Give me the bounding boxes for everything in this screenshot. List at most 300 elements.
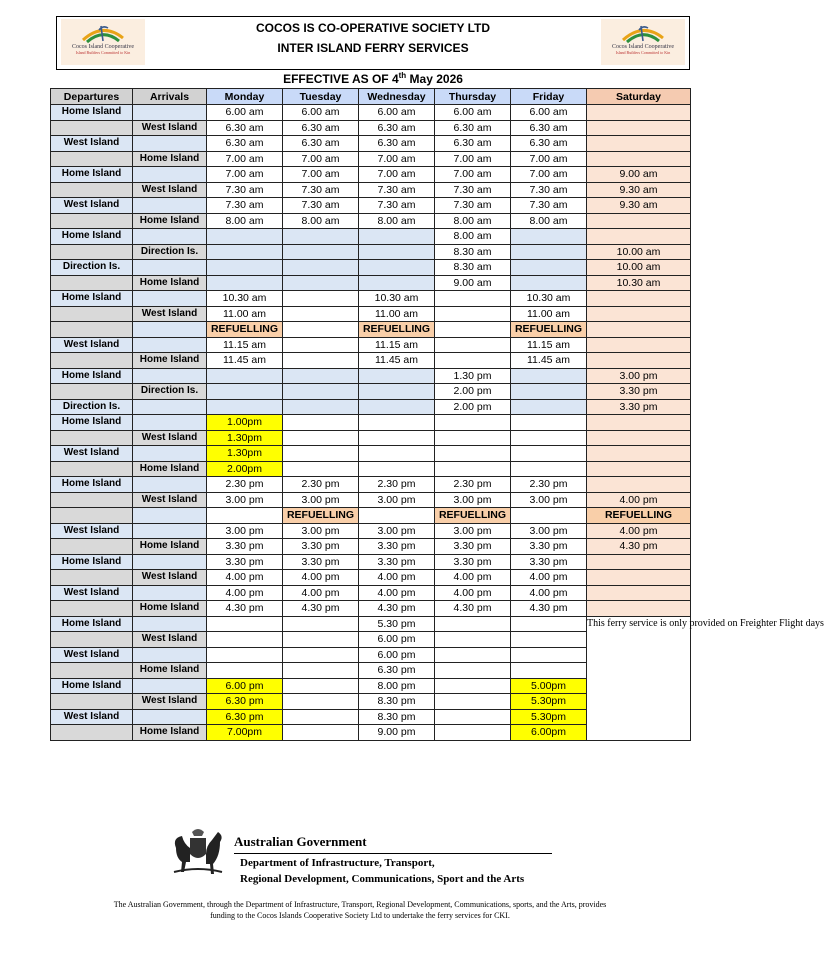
government-name: Australian Government — [234, 834, 367, 849]
monday-time-cell: 4.00 pm — [207, 585, 283, 601]
friday-time-cell — [511, 399, 587, 415]
monday-time-cell: 1.30pm — [207, 430, 283, 446]
wednesday-time-cell: 6.00 am — [359, 105, 435, 121]
arrival-cell: West Island — [133, 182, 207, 198]
friday-time-cell: 5.30pm — [511, 709, 587, 725]
monday-time-cell — [207, 260, 283, 276]
timetable-row — [51, 492, 691, 508]
friday-time-cell — [511, 244, 587, 260]
arrival-cell: West Island — [133, 120, 207, 136]
friday-time-cell: 6.30 am — [511, 120, 587, 136]
arrival-cell: West Island — [133, 632, 207, 648]
saturday-time-cell: 10.00 am — [587, 260, 691, 276]
monday-time-cell — [207, 244, 283, 260]
column-header-row — [51, 89, 691, 105]
wednesday-time-cell: 11.15 am — [359, 337, 435, 353]
friday-time-cell — [511, 647, 587, 663]
monday-time-cell: 1.30pm — [207, 446, 283, 462]
thursday-time-cell: 6.30 am — [435, 120, 511, 136]
friday-time-cell: 3.30 pm — [511, 539, 587, 555]
monday-time-cell: 3.30 pm — [207, 539, 283, 555]
wednesday-time-cell: 8.30 pm — [359, 709, 435, 725]
monday-time-cell — [207, 384, 283, 400]
timetable-row — [51, 291, 691, 307]
departure-cell — [51, 694, 133, 710]
timetable-row — [51, 151, 691, 167]
thursday-time-cell: 7.30 am — [435, 198, 511, 214]
wednesday-time-cell: 11.00 am — [359, 306, 435, 322]
timetable-row — [51, 539, 691, 555]
departure-cell — [51, 725, 133, 741]
cooperative-logo-icon — [617, 22, 669, 44]
wednesday-time-cell: 9.00 pm — [359, 725, 435, 741]
departure-cell — [51, 570, 133, 586]
wednesday-time-cell: 3.00 pm — [359, 492, 435, 508]
arrival-cell — [133, 136, 207, 152]
departure-cell: West Island — [51, 709, 133, 725]
tuesday-time-cell — [283, 632, 359, 648]
logo-tagline: Island Builders Committed to Kin — [75, 50, 131, 55]
timetable-row — [51, 523, 691, 539]
wednesday-time-cell — [359, 368, 435, 384]
col-header-friday: Friday — [511, 89, 587, 105]
departure-cell — [51, 151, 133, 167]
friday-time-cell: 7.00 am — [511, 167, 587, 183]
monday-time-cell — [207, 399, 283, 415]
timetable-row — [51, 260, 691, 276]
timetable-header — [56, 16, 690, 70]
thursday-time-cell: 8.30 am — [435, 260, 511, 276]
departure-cell: Home Island — [51, 554, 133, 570]
departure-cell: West Island — [51, 523, 133, 539]
saturday-time-cell — [587, 461, 691, 477]
timetable-row — [51, 384, 691, 400]
thursday-time-cell: 2.30 pm — [435, 477, 511, 493]
tuesday-time-cell — [283, 694, 359, 710]
saturday-time-cell — [587, 322, 691, 338]
tuesday-time-cell — [283, 709, 359, 725]
tuesday-time-cell: 3.00 pm — [283, 492, 359, 508]
arrival-cell — [133, 105, 207, 121]
arrival-cell — [133, 508, 207, 524]
monday-time-cell: 2.30 pm — [207, 477, 283, 493]
department-line-1: Department of Infrastructure, Transport, — [240, 857, 435, 869]
friday-time-cell — [511, 415, 587, 431]
wednesday-time-cell: 8.00 am — [359, 213, 435, 229]
saturday-time-cell: 3.30 pm — [587, 384, 691, 400]
friday-time-cell: 11.45 am — [511, 353, 587, 369]
departure-cell — [51, 461, 133, 477]
wednesday-time-cell: 8.00 pm — [359, 678, 435, 694]
tuesday-time-cell — [283, 399, 359, 415]
monday-time-cell — [207, 508, 283, 524]
saturday-time-cell: 3.00 pm — [587, 368, 691, 384]
department-line-2: Regional Development, Communications, Sport and the Arts — [240, 873, 525, 885]
col-header-wednesday: Wednesday — [359, 89, 435, 105]
departure-cell — [51, 306, 133, 322]
departure-cell: Direction Is. — [51, 260, 133, 276]
timetable-row — [51, 275, 691, 291]
tuesday-time-cell: 8.00 am — [283, 213, 359, 229]
monday-time-cell — [207, 275, 283, 291]
arrival-cell — [133, 260, 207, 276]
tuesday-time-cell: 4.30 pm — [283, 601, 359, 617]
monday-time-cell: 7.30 am — [207, 198, 283, 214]
departure-cell — [51, 353, 133, 369]
departure-cell — [51, 213, 133, 229]
timetable-row — [51, 136, 691, 152]
thursday-time-cell — [435, 694, 511, 710]
tuesday-time-cell — [283, 446, 359, 462]
arrival-cell — [133, 229, 207, 245]
tuesday-time-cell: 7.30 am — [283, 182, 359, 198]
tuesday-time-cell — [283, 647, 359, 663]
departure-cell: Home Island — [51, 616, 133, 632]
arrival-cell: West Island — [133, 492, 207, 508]
friday-time-cell: 3.00 pm — [511, 492, 587, 508]
friday-time-cell — [511, 616, 587, 632]
saturday-time-cell — [587, 151, 691, 167]
thursday-time-cell: 7.00 am — [435, 167, 511, 183]
friday-time-cell: 4.30 pm — [511, 601, 587, 617]
saturday-time-cell: REFUELLING — [587, 508, 691, 524]
arrival-cell — [133, 337, 207, 353]
arrival-cell — [133, 554, 207, 570]
monday-time-cell: 3.30 pm — [207, 554, 283, 570]
thursday-time-cell: 8.00 am — [435, 229, 511, 245]
arrival-cell: Home Island — [133, 725, 207, 741]
friday-time-cell — [511, 260, 587, 276]
saturday-time-cell — [587, 430, 691, 446]
friday-time-cell: 3.00 pm — [511, 523, 587, 539]
monday-time-cell — [207, 647, 283, 663]
arrival-cell: Home Island — [133, 601, 207, 617]
wednesday-time-cell: 11.45 am — [359, 353, 435, 369]
departure-cell: Home Island — [51, 678, 133, 694]
friday-time-cell: 5.00pm — [511, 678, 587, 694]
footer-divider — [234, 853, 552, 854]
timetable-body — [51, 105, 824, 741]
thursday-time-cell: 3.30 pm — [435, 554, 511, 570]
friday-time-cell — [511, 368, 587, 384]
thursday-time-cell — [435, 632, 511, 648]
wednesday-time-cell: 3.30 pm — [359, 554, 435, 570]
thursday-time-cell: 6.00 am — [435, 105, 511, 121]
timetable-row — [51, 337, 691, 353]
monday-time-cell: 6.30 am — [207, 120, 283, 136]
arrival-cell — [133, 399, 207, 415]
monday-time-cell: 11.45 am — [207, 353, 283, 369]
arrival-cell — [133, 616, 207, 632]
tuesday-time-cell — [283, 430, 359, 446]
tuesday-time-cell — [283, 461, 359, 477]
tuesday-time-cell: 3.30 pm — [283, 539, 359, 555]
monday-time-cell: 7.00 am — [207, 151, 283, 167]
thursday-time-cell — [435, 446, 511, 462]
departure-cell — [51, 182, 133, 198]
ferry-timetable — [50, 88, 824, 741]
monday-time-cell — [207, 663, 283, 679]
saturday-time-cell: 9.30 am — [587, 198, 691, 214]
departure-cell: Direction Is. — [51, 399, 133, 415]
tuesday-time-cell: 2.30 pm — [283, 477, 359, 493]
tuesday-time-cell: 4.00 pm — [283, 585, 359, 601]
friday-time-cell: 7.00 am — [511, 151, 587, 167]
thursday-time-cell: 7.30 am — [435, 182, 511, 198]
friday-time-cell — [511, 446, 587, 462]
thursday-time-cell: REFUELLING — [435, 508, 511, 524]
thursday-time-cell: 9.00 am — [435, 275, 511, 291]
friday-time-cell: 6.30 am — [511, 136, 587, 152]
friday-time-cell: 11.00 am — [511, 306, 587, 322]
saturday-time-cell — [587, 554, 691, 570]
timetable-row — [51, 229, 691, 245]
saturday-time-cell — [587, 353, 691, 369]
timetable-row — [51, 477, 691, 493]
wednesday-time-cell: 4.00 pm — [359, 585, 435, 601]
timetable-row — [51, 446, 691, 462]
timetable-row — [51, 322, 691, 338]
tuesday-time-cell: 7.00 am — [283, 151, 359, 167]
arrival-cell: Home Island — [133, 151, 207, 167]
thursday-time-cell: 4.00 pm — [435, 585, 511, 601]
friday-time-cell: 6.00pm — [511, 725, 587, 741]
timetable-row — [51, 182, 691, 198]
departure-cell — [51, 275, 133, 291]
tuesday-time-cell — [283, 353, 359, 369]
thursday-time-cell: 4.30 pm — [435, 601, 511, 617]
friday-time-cell — [511, 430, 587, 446]
departure-cell: West Island — [51, 585, 133, 601]
wednesday-time-cell — [359, 415, 435, 431]
departure-cell — [51, 632, 133, 648]
arrival-cell — [133, 523, 207, 539]
arrival-cell — [133, 647, 207, 663]
logo-text: Cocos Island Cooperative — [72, 44, 134, 50]
friday-time-cell — [511, 275, 587, 291]
thursday-time-cell: 6.30 am — [435, 136, 511, 152]
timetable-row — [51, 244, 691, 260]
tuesday-time-cell: 7.00 am — [283, 167, 359, 183]
effective-prefix: EFFECTIVE AS OF 4 — [283, 72, 399, 86]
friday-time-cell: 4.00 pm — [511, 570, 587, 586]
thursday-time-cell — [435, 616, 511, 632]
thursday-time-cell: 2.00 pm — [435, 384, 511, 400]
departure-cell — [51, 384, 133, 400]
arrival-cell: Home Island — [133, 461, 207, 477]
monday-time-cell: 11.00 am — [207, 306, 283, 322]
timetable-row — [51, 353, 691, 369]
monday-time-cell — [207, 368, 283, 384]
col-header-monday: Monday — [207, 89, 283, 105]
monday-time-cell: REFUELLING — [207, 322, 283, 338]
wednesday-time-cell: 4.30 pm — [359, 601, 435, 617]
timetable-row — [51, 105, 691, 121]
saturday-time-cell — [587, 229, 691, 245]
tuesday-time-cell — [283, 322, 359, 338]
saturday-time-cell: 9.30 am — [587, 182, 691, 198]
arrival-cell: West Island — [133, 694, 207, 710]
thursday-time-cell — [435, 415, 511, 431]
timetable-row — [51, 508, 691, 524]
monday-time-cell: 7.30 am — [207, 182, 283, 198]
timetable-row — [51, 430, 691, 446]
thursday-time-cell — [435, 678, 511, 694]
departure-cell: Home Island — [51, 167, 133, 183]
thursday-time-cell: 7.00 am — [435, 151, 511, 167]
saturday-time-cell: 10.30 am — [587, 275, 691, 291]
wednesday-time-cell — [359, 244, 435, 260]
monday-time-cell: 11.15 am — [207, 337, 283, 353]
saturday-time-cell: 3.30 pm — [587, 399, 691, 415]
tuesday-time-cell — [283, 306, 359, 322]
effective-suffix: May 2026 — [406, 72, 463, 86]
departure-cell — [51, 539, 133, 555]
arrival-cell: Home Island — [133, 353, 207, 369]
arrival-cell: Home Island — [133, 275, 207, 291]
wednesday-time-cell: 7.00 am — [359, 167, 435, 183]
timetable-row — [51, 570, 691, 586]
service-subtitle: INTER ISLAND FERRY SERVICES — [277, 41, 469, 55]
friday-time-cell: 7.30 am — [511, 182, 587, 198]
departure-cell — [51, 601, 133, 617]
timetable-row — [51, 213, 691, 229]
timetable-row — [51, 167, 691, 183]
wednesday-time-cell: 6.30 am — [359, 136, 435, 152]
timetable-row — [51, 554, 691, 570]
monday-time-cell: 6.30 pm — [207, 709, 283, 725]
cooperative-logo-right — [601, 19, 685, 65]
friday-time-cell — [511, 663, 587, 679]
thursday-time-cell — [435, 709, 511, 725]
thursday-time-cell — [435, 353, 511, 369]
monday-time-cell: 4.30 pm — [207, 601, 283, 617]
thursday-time-cell: 8.30 am — [435, 244, 511, 260]
col-header-thursday: Thursday — [435, 89, 511, 105]
monday-time-cell: 10.30 am — [207, 291, 283, 307]
thursday-time-cell: 3.30 pm — [435, 539, 511, 555]
wednesday-time-cell: 7.30 am — [359, 198, 435, 214]
tuesday-time-cell: 6.30 am — [283, 136, 359, 152]
thursday-time-cell — [435, 337, 511, 353]
arrival-cell — [133, 446, 207, 462]
friday-time-cell — [511, 632, 587, 648]
thursday-time-cell — [435, 322, 511, 338]
monday-time-cell: 1.00pm — [207, 415, 283, 431]
monday-time-cell: 6.00 pm — [207, 678, 283, 694]
timetable-row — [51, 306, 691, 322]
arrival-cell — [133, 477, 207, 493]
departure-cell — [51, 120, 133, 136]
freighter-flight-note: This ferry service is only provided on Freighter Flight days — [587, 616, 691, 740]
tuesday-time-cell — [283, 337, 359, 353]
departure-cell: West Island — [51, 446, 133, 462]
timetable-row — [51, 616, 691, 632]
tuesday-time-cell: 3.30 pm — [283, 554, 359, 570]
thursday-time-cell — [435, 461, 511, 477]
departure-cell — [51, 492, 133, 508]
col-header-saturday: Saturday — [587, 89, 691, 105]
saturday-time-cell — [587, 136, 691, 152]
saturday-time-cell — [587, 120, 691, 136]
logo-tagline: Island Builders Committed to Kin — [615, 50, 671, 55]
tuesday-time-cell: REFUELLING — [283, 508, 359, 524]
coat-of-arms-icon — [168, 828, 228, 876]
effective-date — [56, 70, 690, 88]
monday-time-cell: 6.00 am — [207, 105, 283, 121]
wednesday-time-cell: 8.30 pm — [359, 694, 435, 710]
departure-cell: Home Island — [51, 477, 133, 493]
arrival-cell — [133, 291, 207, 307]
friday-time-cell: 8.00 am — [511, 213, 587, 229]
arrival-cell — [133, 322, 207, 338]
tuesday-time-cell — [283, 229, 359, 245]
wednesday-time-cell: REFUELLING — [359, 322, 435, 338]
thursday-time-cell — [435, 430, 511, 446]
arrival-cell — [133, 709, 207, 725]
wednesday-time-cell: 10.30 am — [359, 291, 435, 307]
thursday-time-cell — [435, 306, 511, 322]
departure-cell: Home Island — [51, 415, 133, 431]
thursday-time-cell — [435, 291, 511, 307]
monday-time-cell — [207, 632, 283, 648]
arrival-cell: West Island — [133, 570, 207, 586]
wednesday-time-cell: 6.00 pm — [359, 647, 435, 663]
tuesday-time-cell — [283, 260, 359, 276]
arrival-cell: Direction Is. — [133, 384, 207, 400]
tuesday-time-cell — [283, 725, 359, 741]
departure-cell — [51, 430, 133, 446]
thursday-time-cell — [435, 725, 511, 741]
departure-cell: West Island — [51, 337, 133, 353]
saturday-time-cell — [587, 213, 691, 229]
wednesday-time-cell — [359, 275, 435, 291]
thursday-time-cell — [435, 647, 511, 663]
monday-time-cell: 3.00 pm — [207, 492, 283, 508]
departure-cell — [51, 508, 133, 524]
wednesday-time-cell — [359, 461, 435, 477]
wednesday-time-cell: 7.00 am — [359, 151, 435, 167]
timetable-row — [51, 368, 691, 384]
tuesday-time-cell: 4.00 pm — [283, 570, 359, 586]
wednesday-time-cell — [359, 384, 435, 400]
departure-cell: West Island — [51, 198, 133, 214]
wednesday-time-cell — [359, 260, 435, 276]
friday-time-cell — [511, 508, 587, 524]
saturday-time-cell — [587, 105, 691, 121]
monday-time-cell — [207, 616, 283, 632]
monday-time-cell: 2.00pm — [207, 461, 283, 477]
wednesday-time-cell: 6.30 am — [359, 120, 435, 136]
tuesday-time-cell — [283, 415, 359, 431]
saturday-time-cell — [587, 415, 691, 431]
friday-time-cell: 11.15 am — [511, 337, 587, 353]
timetable-row — [51, 601, 691, 617]
wednesday-time-cell — [359, 430, 435, 446]
saturday-time-cell — [587, 585, 691, 601]
monday-time-cell: 3.00 pm — [207, 523, 283, 539]
wednesday-time-cell — [359, 446, 435, 462]
thursday-time-cell: 2.00 pm — [435, 399, 511, 415]
thursday-time-cell: 3.00 pm — [435, 523, 511, 539]
thursday-time-cell: 4.00 pm — [435, 570, 511, 586]
saturday-time-cell: 4.30 pm — [587, 539, 691, 555]
wednesday-time-cell: 2.30 pm — [359, 477, 435, 493]
tuesday-time-cell — [283, 368, 359, 384]
timetable-row — [51, 399, 691, 415]
logo-text: Cocos Island Cooperative — [612, 44, 674, 50]
wednesday-time-cell: 7.30 am — [359, 182, 435, 198]
